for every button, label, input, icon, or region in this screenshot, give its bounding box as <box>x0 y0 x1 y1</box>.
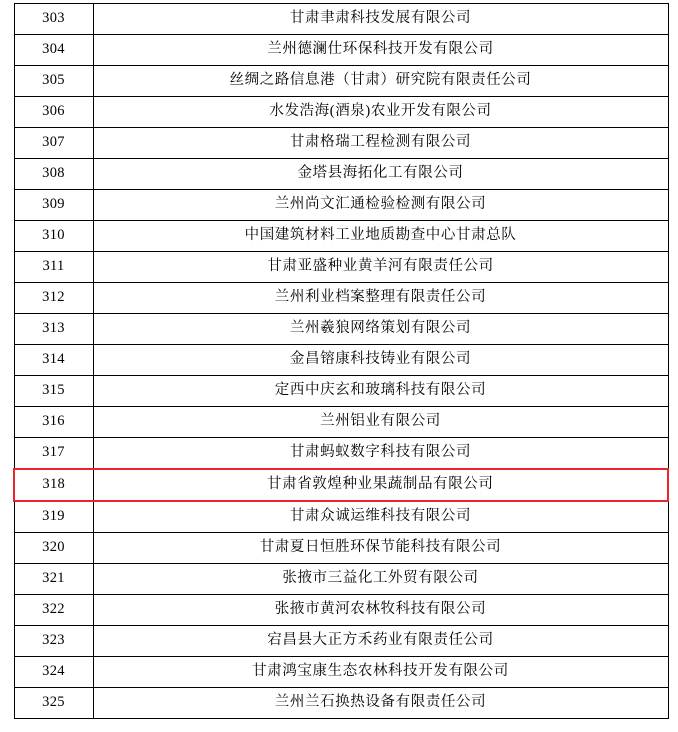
row-number-cell: 314 <box>14 345 93 376</box>
row-number-cell: 311 <box>14 252 93 283</box>
company-name-cell: 兰州利业档案整理有限责任公司 <box>93 283 668 314</box>
row-number-cell: 319 <box>14 501 93 533</box>
table-row <box>14 345 668 376</box>
company-name-cell: 金塔县海拓化工有限公司 <box>93 159 668 190</box>
table-row <box>14 283 668 314</box>
table-body <box>14 4 668 719</box>
table-row <box>14 221 668 252</box>
row-number-cell: 310 <box>14 221 93 252</box>
company-name-cell: 金昌镕康科技铸业有限公司 <box>93 345 668 376</box>
table-row <box>14 159 668 190</box>
table-row <box>14 501 668 533</box>
document-page <box>0 3 678 732</box>
table-row <box>14 657 668 688</box>
company-name-cell: 水发浩海(酒泉)农业开发有限公司 <box>93 97 668 128</box>
company-name-cell: 甘肃鸿宝康生态农林科技开发有限公司 <box>93 657 668 688</box>
row-number-cell: 317 <box>14 438 93 470</box>
row-number-cell: 318 <box>14 469 93 501</box>
row-number-cell: 312 <box>14 283 93 314</box>
company-name-cell: 张掖市黄河农林牧科技有限公司 <box>93 595 668 626</box>
company-name-cell: 甘肃聿肃科技发展有限公司 <box>93 4 668 35</box>
table-row <box>14 469 668 501</box>
table-row <box>14 376 668 407</box>
row-number-cell: 320 <box>14 533 93 564</box>
row-number-cell: 309 <box>14 190 93 221</box>
table-row <box>14 190 668 221</box>
row-number-cell: 313 <box>14 314 93 345</box>
table-row <box>14 97 668 128</box>
row-number-cell: 323 <box>14 626 93 657</box>
row-number-cell: 307 <box>14 128 93 159</box>
table-row <box>14 595 668 626</box>
row-number-cell: 305 <box>14 66 93 97</box>
company-name-cell: 宕昌县大正方禾药业有限责任公司 <box>93 626 668 657</box>
table-row <box>14 4 668 35</box>
company-name-cell: 甘肃格瑞工程检测有限公司 <box>93 128 668 159</box>
company-name-cell: 甘肃夏日恒胜环保节能科技有限公司 <box>93 533 668 564</box>
table-row <box>14 438 668 470</box>
company-name-cell: 兰州兰石换热设备有限责任公司 <box>93 688 668 719</box>
company-name-cell: 兰州德澜仕环保科技开发有限公司 <box>93 35 668 66</box>
row-number-cell: 304 <box>14 35 93 66</box>
row-number-cell: 322 <box>14 595 93 626</box>
table-row <box>14 533 668 564</box>
table-row <box>14 35 668 66</box>
company-name-cell: 张掖市三益化工外贸有限公司 <box>93 564 668 595</box>
row-number-cell: 303 <box>14 4 93 35</box>
company-name-cell: 甘肃省敦煌种业果蔬制品有限公司 <box>93 469 668 501</box>
row-number-cell: 324 <box>14 657 93 688</box>
page-bottom-margin <box>0 722 678 732</box>
company-name-cell: 兰州羲狼网络策划有限公司 <box>93 314 668 345</box>
company-name-cell: 兰州铝业有限公司 <box>93 407 668 438</box>
row-number-cell: 315 <box>14 376 93 407</box>
company-name-cell: 定西中庆玄和玻璃科技有限公司 <box>93 376 668 407</box>
company-name-cell: 中国建筑材料工业地质勘查中心甘肃总队 <box>93 221 668 252</box>
row-number-cell: 308 <box>14 159 93 190</box>
table-row <box>14 314 668 345</box>
company-name-cell: 兰州尚文汇通检验检测有限公司 <box>93 190 668 221</box>
company-name-cell: 甘肃亚盛种业黄羊河有限责任公司 <box>93 252 668 283</box>
table-row <box>14 252 668 283</box>
row-number-cell: 316 <box>14 407 93 438</box>
table-row <box>14 688 668 719</box>
company-name-cell: 甘肃众诚运维科技有限公司 <box>93 501 668 533</box>
table-row <box>14 626 668 657</box>
row-number-cell: 325 <box>14 688 93 719</box>
company-name-cell: 丝绸之路信息港（甘肃）研究院有限责任公司 <box>93 66 668 97</box>
table-row <box>14 407 668 438</box>
company-list-table <box>13 3 669 719</box>
table-row <box>14 128 668 159</box>
table-row <box>14 564 668 595</box>
row-number-cell: 306 <box>14 97 93 128</box>
company-name-cell: 甘肃蚂蚁数字科技有限公司 <box>93 438 668 470</box>
table-row <box>14 66 668 97</box>
row-number-cell: 321 <box>14 564 93 595</box>
